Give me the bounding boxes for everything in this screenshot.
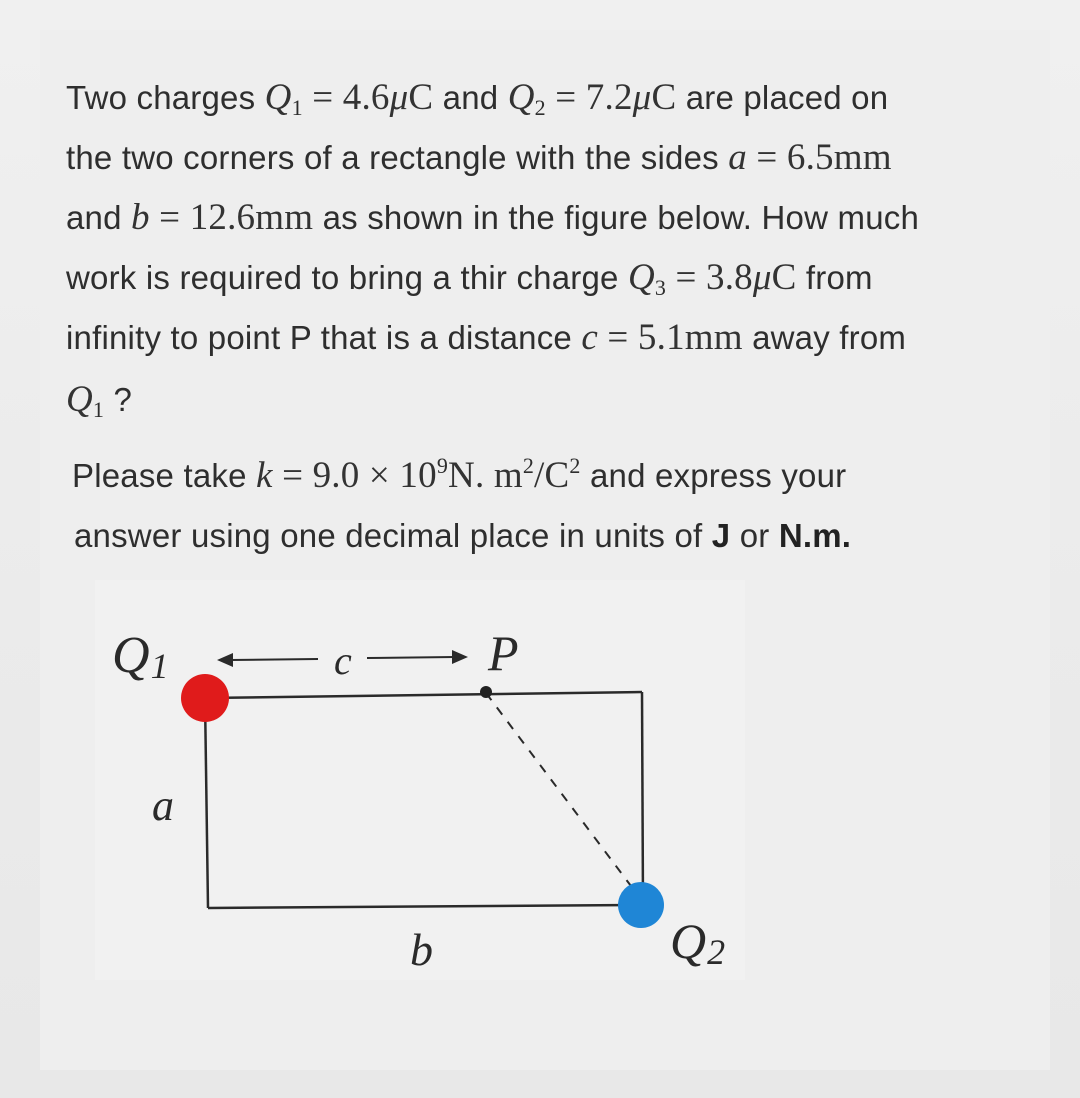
rect-bottom-side	[208, 905, 643, 908]
text: as shown in the figure below. How much	[313, 199, 919, 236]
unit-c: C	[651, 77, 677, 118]
label-b: b	[410, 924, 433, 975]
text: Two charges	[66, 79, 265, 116]
k-symbol: k	[256, 455, 273, 496]
dashed-line-p-to-q2	[486, 693, 640, 898]
q3-subscript: 3	[654, 275, 667, 300]
rect-right-side	[642, 692, 643, 905]
c-arrow-left-line	[230, 659, 318, 660]
q2-symbol: Q	[507, 77, 535, 118]
text: and express your	[580, 457, 847, 494]
unit-j: J	[711, 517, 731, 554]
text: the two corners of a rectangle with the sides	[66, 139, 729, 176]
unit: /C	[534, 455, 570, 496]
text: infinity to point P that is a distance	[66, 319, 582, 356]
b-symbol: b	[131, 197, 150, 238]
text: answer using one decimal place in units of	[74, 517, 712, 554]
c-arrow-right-line	[367, 657, 455, 658]
b-value: = 12.6mm	[149, 197, 314, 238]
label-a: a	[152, 781, 174, 830]
c-symbol: c	[581, 317, 598, 358]
point-p	[480, 686, 492, 698]
mu-symbol: μ	[752, 257, 772, 298]
text: work is required to bring a thir charge	[66, 259, 628, 296]
unit-nm: N.m.	[778, 517, 852, 554]
text: Please take	[72, 457, 257, 494]
q1-value: = 4.6	[302, 77, 390, 118]
q1-symbol: Q	[264, 77, 292, 118]
label-c: c	[334, 638, 352, 683]
c-arrow-left-head	[217, 653, 233, 667]
text: from	[796, 259, 873, 296]
unit-c: C	[771, 257, 797, 298]
mu-symbol: μ	[632, 77, 652, 118]
a-symbol: a	[728, 137, 747, 178]
exponent: 2	[522, 453, 535, 478]
a-value: = 6.5mm	[746, 137, 892, 178]
text: away from	[742, 319, 907, 356]
q2-subscript: 2	[534, 95, 546, 120]
q3-value: = 3.8	[666, 257, 753, 298]
rect-left-side	[205, 698, 208, 908]
q1-subscript: 1	[92, 397, 105, 422]
q3-symbol: Q	[627, 257, 655, 298]
unit: N. m	[448, 455, 523, 496]
q2-value: = 7.2	[545, 77, 633, 118]
mu-symbol: μ	[389, 77, 409, 118]
text: and	[66, 199, 132, 236]
charge-q2	[618, 882, 664, 928]
q1-subscript: 1	[291, 95, 303, 120]
q1-symbol: Q	[66, 379, 93, 420]
text: ?	[104, 381, 133, 418]
c-value: = 5.1mm	[597, 317, 743, 358]
label-p: P	[488, 625, 519, 681]
exponent: 9	[436, 453, 449, 478]
exponent: 2	[569, 453, 581, 478]
text: are placed on	[676, 79, 889, 116]
label-q1: Q1	[112, 627, 169, 686]
rect-top-side	[205, 692, 642, 698]
text: or	[730, 517, 779, 554]
c-arrow-right-head	[452, 650, 468, 664]
unit-c: C	[408, 77, 434, 118]
k-value: = 9.0 × 10	[272, 455, 437, 496]
charge-q1	[181, 674, 229, 722]
label-q2: Q2	[670, 913, 726, 972]
text: and	[433, 79, 508, 116]
